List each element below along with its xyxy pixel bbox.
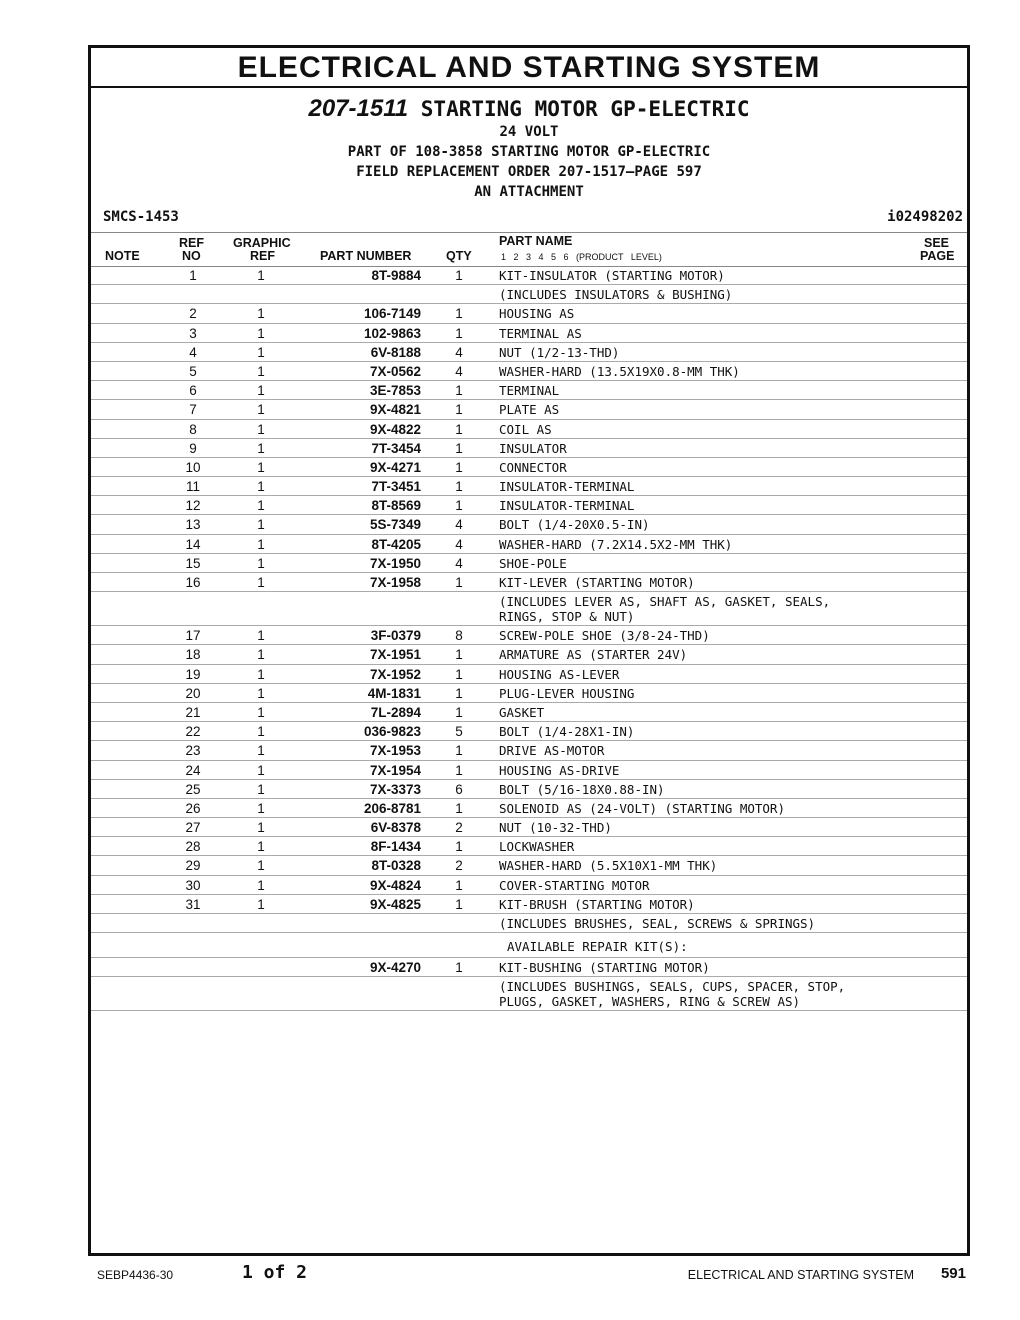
ref-no: 4 bbox=[189, 344, 197, 360]
graphic-ref: 1 bbox=[257, 781, 265, 797]
table-row bbox=[91, 876, 967, 895]
part-name: WASHER-HARD (5.5X10X1-MM THK) bbox=[499, 858, 718, 874]
col-part-number: PART NUMBER bbox=[320, 249, 412, 263]
part-name: KIT-BUSHING (STARTING MOTOR) bbox=[499, 960, 710, 976]
qty: 5 bbox=[455, 724, 463, 740]
table-row bbox=[91, 818, 967, 837]
ref-no: 10 bbox=[185, 459, 201, 475]
graphic-ref: 1 bbox=[257, 896, 265, 912]
part-number: 9X-4821 bbox=[369, 402, 421, 418]
part-number: 7X-0562 bbox=[369, 363, 421, 379]
table-row bbox=[91, 722, 967, 741]
ref-no: 12 bbox=[185, 498, 201, 514]
part-number: 7L-2894 bbox=[370, 704, 421, 720]
part-name: AVAILABLE REPAIR KIT(S): bbox=[507, 939, 688, 955]
part-name-continued: RINGS, STOP & NUT) bbox=[499, 609, 635, 625]
graphic-ref: 1 bbox=[257, 306, 265, 322]
ref-no: 28 bbox=[185, 839, 201, 855]
table-row bbox=[91, 780, 967, 799]
qty: 2 bbox=[455, 820, 463, 836]
table-row bbox=[91, 535, 967, 554]
part-name: KIT-LEVER (STARTING MOTOR) bbox=[499, 575, 695, 590]
part-name: WASHER-HARD (7.2X14.5X2-MM THK) bbox=[499, 536, 733, 552]
graphic-ref: 1 bbox=[257, 743, 265, 759]
part-name: BOLT (1/4-20X0.5-IN) bbox=[499, 517, 650, 533]
part-number: 7X-3373 bbox=[369, 781, 421, 797]
graphic-ref: 1 bbox=[257, 479, 265, 495]
graphic-ref: 1 bbox=[257, 268, 265, 283]
table-row bbox=[91, 761, 967, 780]
footer-section: ELECTRICAL AND STARTING SYSTEM bbox=[687, 1268, 914, 1282]
ref-no: 23 bbox=[185, 743, 201, 759]
part-name: TERMINAL AS bbox=[499, 325, 582, 341]
ref-no: 18 bbox=[185, 647, 201, 663]
col-product-level: 1 2 3 4 5 6 (PRODUCT LEVEL) bbox=[501, 252, 662, 262]
table-row bbox=[91, 554, 967, 573]
footer-doc-number: SEBP4436-30 bbox=[97, 1268, 174, 1282]
ref-no: 24 bbox=[185, 762, 201, 778]
ref-no: 29 bbox=[185, 858, 201, 874]
column-header bbox=[91, 232, 967, 267]
part-number: 3F-0379 bbox=[370, 628, 421, 644]
col-ref-top: REF bbox=[179, 236, 204, 250]
part-number: 9X-4822 bbox=[369, 421, 421, 437]
graphic-ref: 1 bbox=[257, 363, 265, 379]
part-number: 8T-4205 bbox=[371, 536, 421, 552]
group-field-replacement: FIELD REPLACEMENT ORDER 207-1517—PAGE 597 bbox=[356, 164, 702, 180]
illustration-id: i02498202 bbox=[887, 209, 963, 225]
part-number: 7T-3454 bbox=[371, 440, 421, 456]
graphic-ref: 1 bbox=[257, 724, 265, 740]
part-name: CONNECTOR bbox=[499, 459, 567, 475]
table-row bbox=[91, 285, 967, 304]
part-number: 7X-1953 bbox=[369, 743, 421, 759]
col-graphic-top: GRAPHIC bbox=[233, 236, 291, 250]
part-name: HOUSING AS-DRIVE bbox=[499, 762, 620, 778]
table-row bbox=[91, 684, 967, 703]
graphic-ref: 1 bbox=[257, 762, 265, 778]
ref-no: 6 bbox=[189, 383, 197, 399]
part-number: 8F-1434 bbox=[370, 839, 421, 855]
ref-no: 1 bbox=[189, 268, 197, 283]
ref-no: 5 bbox=[189, 363, 197, 379]
qty: 1 bbox=[455, 743, 463, 759]
graphic-ref: 1 bbox=[257, 517, 265, 533]
graphic-ref: 1 bbox=[257, 647, 265, 663]
table-row bbox=[91, 573, 967, 592]
table-row bbox=[91, 958, 967, 977]
part-number: 106-7149 bbox=[363, 306, 421, 322]
graphic-ref: 1 bbox=[257, 820, 265, 836]
part-name: HOUSING AS bbox=[499, 306, 575, 322]
qty: 4 bbox=[455, 536, 463, 552]
footer-page-number: 591 bbox=[940, 1265, 966, 1282]
group-title bbox=[91, 96, 967, 122]
ref-no: 21 bbox=[185, 704, 201, 720]
col-part-name: PART NAME bbox=[499, 234, 573, 248]
graphic-ref: 1 bbox=[257, 383, 265, 399]
part-number: 4M-1831 bbox=[367, 685, 421, 701]
qty: 1 bbox=[455, 440, 463, 456]
part-name-continued: PLUGS, GASKET, WASHERS, RING & SCREW AS) bbox=[499, 994, 801, 1010]
smcs-code: SMCS-1453 bbox=[103, 209, 179, 225]
qty: 1 bbox=[455, 575, 463, 590]
part-name: HOUSING AS-LEVER bbox=[499, 666, 620, 682]
table-row bbox=[91, 439, 967, 458]
ref-no: 30 bbox=[185, 877, 201, 893]
table-row bbox=[91, 458, 967, 477]
ref-no: 14 bbox=[185, 536, 201, 552]
table-row bbox=[91, 977, 967, 1011]
part-number: 3E-7853 bbox=[369, 383, 421, 399]
part-name: INSULATOR-TERMINAL bbox=[499, 479, 635, 495]
part-number: 7X-1958 bbox=[369, 575, 421, 590]
graphic-ref: 1 bbox=[257, 839, 265, 855]
part-number: 9X-4825 bbox=[369, 896, 421, 912]
qty: 2 bbox=[455, 858, 463, 874]
col-ref-bottom: NO bbox=[182, 249, 201, 263]
parts-table bbox=[91, 266, 967, 1011]
part-number: 7X-1954 bbox=[369, 762, 421, 778]
part-name: LOCKWASHER bbox=[499, 839, 575, 855]
table-row bbox=[91, 592, 967, 626]
part-number: 7T-3451 bbox=[371, 479, 421, 495]
graphic-ref: 1 bbox=[257, 536, 265, 552]
part-name: SCREW-POLE SHOE (3/8-24-THD) bbox=[499, 628, 710, 644]
ref-no: 19 bbox=[185, 666, 201, 682]
qty: 4 bbox=[455, 344, 463, 360]
graphic-ref: 1 bbox=[257, 666, 265, 682]
ref-no: 3 bbox=[189, 325, 197, 341]
qty: 1 bbox=[455, 421, 463, 437]
table-row bbox=[91, 381, 967, 400]
graphic-ref: 1 bbox=[257, 575, 265, 590]
table-row bbox=[91, 496, 967, 515]
group-header bbox=[91, 88, 967, 202]
part-name: COVER-STARTING MOTOR bbox=[499, 877, 650, 893]
part-number: 206-8781 bbox=[363, 800, 421, 816]
part-number: 5S-7349 bbox=[369, 517, 421, 533]
part-number: 7X-1950 bbox=[369, 555, 421, 571]
qty: 1 bbox=[455, 704, 463, 720]
part-name: WASHER-HARD (13.5X19X0.8-MM THK) bbox=[499, 363, 740, 379]
part-name: INSULATOR-TERMINAL bbox=[499, 498, 635, 514]
graphic-ref: 1 bbox=[257, 459, 265, 475]
graphic-ref: 1 bbox=[257, 685, 265, 701]
qty: 1 bbox=[455, 459, 463, 475]
part-name: ARMATURE AS (STARTER 24V) bbox=[499, 647, 688, 663]
graphic-ref: 1 bbox=[257, 628, 265, 644]
table-row bbox=[91, 420, 967, 439]
qty: 1 bbox=[455, 800, 463, 816]
part-number: 7X-1951 bbox=[369, 647, 421, 663]
col-graphic-bottom: REF bbox=[250, 249, 275, 263]
col-see-top: SEE bbox=[924, 236, 950, 250]
qty: 1 bbox=[455, 479, 463, 495]
qty: 1 bbox=[455, 666, 463, 682]
part-name: TERMINAL bbox=[499, 383, 560, 399]
group-voltage: 24 VOLT bbox=[499, 124, 559, 140]
section-title: ELECTRICAL AND STARTING SYSTEM bbox=[91, 48, 967, 88]
table-row bbox=[91, 895, 967, 914]
table-row bbox=[91, 856, 967, 875]
graphic-ref: 1 bbox=[257, 800, 265, 816]
part-name: GASKET bbox=[499, 704, 545, 720]
part-name: PLATE AS bbox=[499, 402, 560, 418]
graphic-ref: 1 bbox=[257, 344, 265, 360]
part-number: 8T-8569 bbox=[371, 498, 421, 514]
ref-no: 25 bbox=[185, 781, 201, 797]
ref-no: 17 bbox=[185, 628, 201, 644]
graphic-ref: 1 bbox=[257, 440, 265, 456]
graphic-ref: 1 bbox=[257, 704, 265, 720]
ref-no: 9 bbox=[189, 440, 197, 456]
ref-no: 16 bbox=[185, 575, 201, 590]
part-name: (INCLUDES BUSHINGS, SEALS, CUPS, SPACER, STOP, bbox=[499, 979, 846, 995]
table-row bbox=[91, 477, 967, 496]
part-name: BOLT (5/16-18X0.88-IN) bbox=[499, 781, 665, 797]
part-number: 7X-1952 bbox=[369, 666, 421, 682]
graphic-ref: 1 bbox=[257, 325, 265, 341]
part-number: 102-9863 bbox=[363, 325, 421, 341]
table-row bbox=[91, 914, 967, 933]
table-row bbox=[91, 343, 967, 362]
table-row bbox=[91, 703, 967, 722]
ref-no: 31 bbox=[185, 896, 201, 912]
qty: 1 bbox=[455, 685, 463, 701]
col-note: NOTE bbox=[105, 249, 140, 263]
part-name: KIT-BRUSH (STARTING MOTOR) bbox=[499, 896, 695, 912]
qty: 6 bbox=[455, 781, 463, 797]
graphic-ref: 1 bbox=[257, 498, 265, 514]
ref-no: 7 bbox=[189, 402, 197, 418]
qty: 1 bbox=[455, 960, 463, 976]
part-name: PLUG-LEVER HOUSING bbox=[499, 685, 635, 701]
part-number: 6V-8188 bbox=[370, 344, 421, 360]
qty: 1 bbox=[455, 498, 463, 514]
part-name: DRIVE AS-MOTOR bbox=[499, 743, 605, 759]
qty: 4 bbox=[455, 363, 463, 379]
page-frame bbox=[88, 45, 970, 1256]
ref-no: 13 bbox=[185, 517, 201, 533]
table-row bbox=[91, 799, 967, 818]
table-row bbox=[91, 837, 967, 856]
qty: 1 bbox=[455, 877, 463, 893]
part-name: KIT-INSULATOR (STARTING MOTOR) bbox=[499, 268, 725, 283]
part-number: 8T-0328 bbox=[371, 858, 421, 874]
table-row bbox=[91, 400, 967, 419]
table-row bbox=[91, 324, 967, 343]
part-name: COIL AS bbox=[499, 421, 552, 437]
table-row bbox=[91, 362, 967, 381]
part-name: (INCLUDES INSULATORS & BUSHING) bbox=[499, 287, 733, 303]
qty: 1 bbox=[455, 325, 463, 341]
ref-no: 8 bbox=[189, 421, 197, 437]
qty: 1 bbox=[455, 402, 463, 418]
part-name: INSULATOR bbox=[499, 440, 567, 456]
table-row bbox=[91, 645, 967, 664]
part-name: NUT (10-32-THD) bbox=[499, 820, 612, 836]
part-number: 9X-4270 bbox=[369, 960, 421, 976]
part-name: SHOE-POLE bbox=[499, 555, 567, 571]
part-number: 6V-8378 bbox=[370, 820, 421, 836]
footer-page-of: 1 of 2 bbox=[242, 1262, 308, 1283]
graphic-ref: 1 bbox=[257, 877, 265, 893]
qty: 1 bbox=[455, 839, 463, 855]
group-part-number: 207-1511 bbox=[308, 95, 409, 122]
qty: 1 bbox=[455, 306, 463, 322]
part-number: 8T-9884 bbox=[371, 268, 421, 283]
ref-no: 11 bbox=[185, 479, 200, 495]
repair-kit-heading bbox=[91, 933, 967, 958]
ref-no: 22 bbox=[185, 724, 201, 740]
part-name: (INCLUDES LEVER AS, SHAFT AS, GASKET, SEALS, bbox=[499, 594, 831, 610]
ref-no: 26 bbox=[185, 800, 201, 816]
ref-no: 27 bbox=[185, 820, 201, 836]
table-row bbox=[91, 304, 967, 323]
ref-no: 15 bbox=[185, 555, 201, 571]
qty: 1 bbox=[455, 896, 463, 912]
part-name: BOLT (1/4-28X1-IN) bbox=[499, 724, 635, 740]
graphic-ref: 1 bbox=[257, 858, 265, 874]
qty: 4 bbox=[455, 517, 463, 533]
part-number: 036-9823 bbox=[363, 724, 421, 740]
qty: 1 bbox=[455, 268, 463, 283]
part-number: 9X-4271 bbox=[369, 459, 421, 475]
qty: 1 bbox=[455, 383, 463, 399]
table-row bbox=[91, 741, 967, 760]
graphic-ref: 1 bbox=[257, 402, 265, 418]
qty: 1 bbox=[455, 762, 463, 778]
graphic-ref: 1 bbox=[257, 555, 265, 571]
part-name: NUT (1/2-13-THD) bbox=[499, 344, 620, 360]
graphic-ref: 1 bbox=[257, 421, 265, 437]
ref-no: 2 bbox=[189, 306, 197, 322]
col-see-bottom: PAGE bbox=[920, 249, 955, 263]
qty: 1 bbox=[455, 647, 463, 663]
qty: 4 bbox=[455, 555, 463, 571]
ref-no: 20 bbox=[185, 685, 201, 701]
group-name: STARTING MOTOR GP-ELECTRIC bbox=[420, 97, 750, 121]
part-name: (INCLUDES BRUSHES, SEAL, SCREWS & SPRINGS) bbox=[499, 916, 816, 931]
part-number: 9X-4824 bbox=[369, 877, 421, 893]
table-row bbox=[91, 515, 967, 534]
col-qty: QTY bbox=[446, 249, 472, 263]
table-row bbox=[91, 665, 967, 684]
group-part-of: PART OF 108-3858 STARTING MOTOR GP-ELECTRIC bbox=[347, 144, 711, 160]
part-name: SOLENOID AS (24-VOLT) (STARTING MOTOR) bbox=[499, 800, 785, 816]
group-attachment: AN ATTACHMENT bbox=[474, 184, 584, 200]
table-row bbox=[91, 266, 967, 285]
qty: 8 bbox=[455, 628, 463, 644]
table-row bbox=[91, 626, 967, 645]
